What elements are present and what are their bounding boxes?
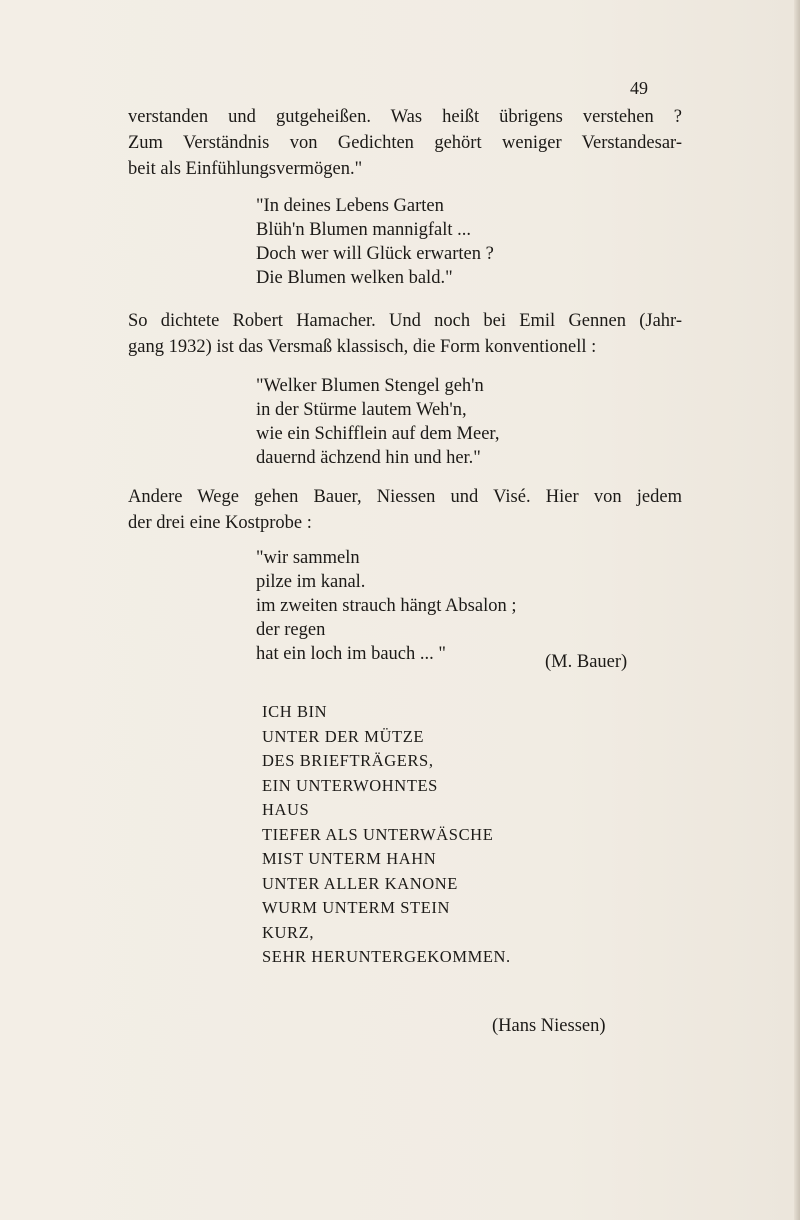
- poem-line: UNTER DER MÜTZE: [262, 726, 425, 746]
- poem-line: hat ein loch im bauch ... ": [256, 644, 446, 664]
- paragraph-line: So dichtete Robert Hamacher. Und noch bei Emil Gennen (Jahr-: [128, 311, 682, 331]
- poem-line: "In deines Lebens Garten: [256, 196, 444, 216]
- poem-line: DES BRIEFTRÄGERS,: [262, 751, 434, 770]
- poem-line: ICH BIN: [262, 702, 328, 721]
- page-edge: [794, 0, 800, 1220]
- poem-line: HAUS: [262, 800, 310, 819]
- page-number: 49: [630, 78, 648, 98]
- poem-niessen: [262, 700, 511, 970]
- poem-line: wie ein Schifflein auf dem Meer,: [256, 424, 500, 444]
- poem-line: Die Blumen welken bald.": [256, 268, 453, 288]
- poem-line: "Welker Blumen Stengel geh'n: [256, 376, 484, 396]
- paragraph-line: verstanden und gutgeheißen. Was heißt übrigens verstehen ?: [128, 107, 682, 127]
- paragraph-line: Zum Verständnis von Gedichten gehört weniger Verstandesar-: [128, 133, 682, 153]
- paragraph-line: beit als Einfühlungsvermögen.": [128, 159, 363, 179]
- poem-line: WURM UNTERM STEIN: [262, 898, 451, 917]
- poem-line: dauernd ächzend hin und her.": [256, 448, 481, 468]
- paragraph-line: gang 1932) ist das Versmaß klassisch, die Form konventionell :: [128, 337, 597, 357]
- poem-bauer: [256, 546, 516, 666]
- poem-line: SEHR HERUNTERGEKOMMEN.: [262, 947, 511, 966]
- poem-line: der regen: [256, 620, 326, 640]
- poem-author: (Hans Niessen): [492, 1016, 606, 1036]
- poem-line: pilze im kanal.: [256, 572, 366, 592]
- poem-line: MIST UNTERM HAHN: [262, 849, 437, 868]
- poem-line: UNTER ALLER KANONE: [262, 873, 458, 893]
- poem-gennen: [256, 374, 499, 470]
- poem-hamacher: [256, 194, 494, 290]
- poem-author: (M. Bauer): [545, 652, 628, 672]
- poem-line: Blüh'n Blumen mannigfalt ...: [256, 220, 472, 240]
- poem-line: KURZ,: [262, 922, 315, 942]
- poem-line: Doch wer will Glück erwarten ?: [256, 244, 494, 264]
- poem-line: "wir sammeln: [256, 548, 360, 568]
- paragraph-hamacher: [128, 308, 682, 360]
- poem-line: im zweiten strauch hängt Absalon ;: [256, 596, 517, 616]
- paragraph-line: Andere Wege gehen Bauer, Niessen und Visé. Hier von jedem: [128, 487, 682, 507]
- paragraph-others: [128, 484, 682, 536]
- poem-line: TIEFER ALS UNTERWÄSCHE: [262, 824, 494, 844]
- poem-line: EIN UNTERWOHNTES: [262, 775, 438, 795]
- intro-paragraph: [128, 104, 682, 182]
- poem-line: in der Stürme lautem Weh'n,: [256, 400, 467, 420]
- paragraph-line: der drei eine Kostprobe :: [128, 513, 312, 533]
